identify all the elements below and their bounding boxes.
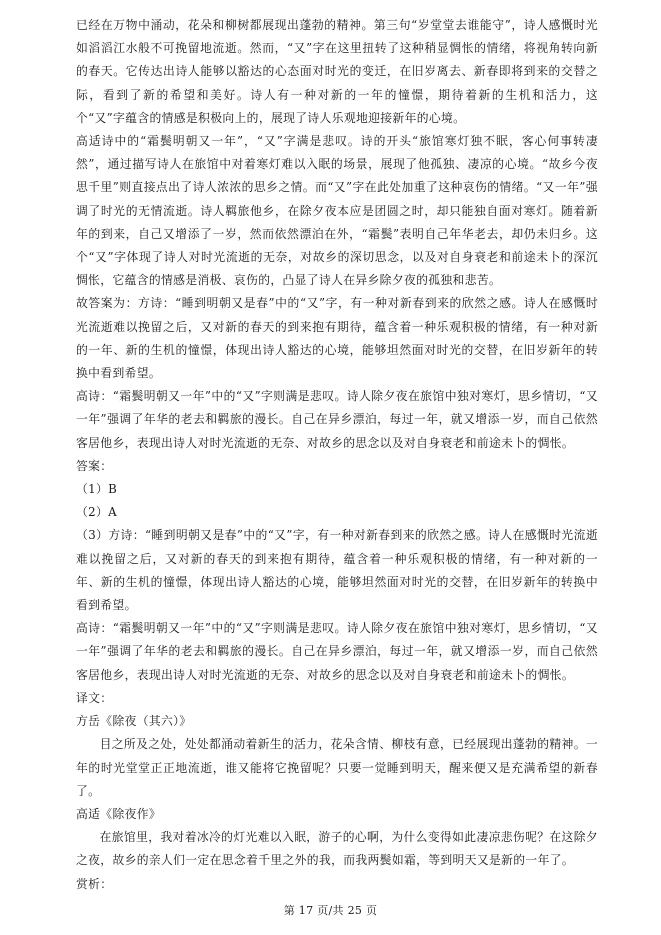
poem1-title: 方岳《除夜（其六）》 bbox=[76, 714, 192, 729]
poem2-title: 高适《除夜作》 bbox=[76, 806, 162, 821]
paragraph-answer-fang: 故答案为：方诗：“睡到明朝又是春”中的“又”字，有一种对新春到来的欣然之感。诗人在感慨时光流逝难以挽留之后，又对新的春天的到来抱有期待，蕴含着一种乐观积极的情绪，有一种对新的一年、新的生机的憧憬，体现出诗人豁达的心境，能够坦然面对时光的交替，在旧岁新年的转换中看到希望。 bbox=[76, 296, 598, 381]
paragraph-answer-gao: 高诗：“霜鬓明朝又一年”中的“又”字则满是悲叹。诗人除夕夜在旅馆中独对寒灯，思乡情切，“又一年”强调了年华的老去和羁旅的漫长。自己在异乡漂泊，每过一年，就又增添一岁，而自己依然客居他乡，表现出诗人对时光流逝的无奈、对故乡的思念以及对自身衰老和前途未卜的惆怅。 bbox=[76, 389, 598, 450]
answer-1: （1）B bbox=[76, 482, 118, 497]
answer-label: 答案： bbox=[76, 458, 113, 473]
paragraph-fang-analysis: 已经在万物中涌动，花朵和柳树都展现出蓬勃的精神。第三句“岁堂堂去谁能守”，诗人感慨时光如滔滔江水般不可挽留地流逝。然而，“又”字在这里扭转了这种稍显惆怅的情绪，将视角转向新的春天。它传达出诗人能够以豁达的心态面对时光的变迁，在旧岁离去、新春即将到来的交替之际，看到了新的希望和美好。诗人有一种对新的一年的憧憬，期待着新的生机和活力，这个“又”字蕴含的情感是积极向上的，展现了诗人乐观地迎接新年的心境。 bbox=[76, 18, 598, 125]
answer-3-gao: 高诗：“霜鬓明朝又一年”中的“又”字则满是悲叹。诗人除夕夜在旅馆中独对寒灯，思乡情切，“又一年”强调了年华的老去和羁旅的漫长。自己在异乡漂泊，每过一年，就又增添一岁，而自己依然客居他乡，表现出诗人对时光流逝的无奈、对故乡的思念以及对自身衰老和前途未卜的惆怅。 bbox=[76, 621, 598, 682]
page-number: 第 17 页/共 25 页 bbox=[283, 904, 378, 917]
document-body bbox=[76, 14, 598, 896]
poem2-translation: 在旅馆里，我对着冰冷的灯光难以入眠，游子的心啊，为什么变得如此凄凉悲伤呢？在这除夕之夜，故乡的亲人们一定在思念着千里之外的我，而我两鬓如霜，等到明天又是新的一年了。 bbox=[76, 830, 598, 868]
poem1-translation: 目之所及之处，处处都涌动着新生的活力，花朵含情、柳枝有意，已经展现出蓬勃的精神。一年的时光堂堂正正地流逝，谁又能将它挽留呢？只要一觉睡到明天，醒来便又是充满希望的新春了。 bbox=[76, 737, 598, 798]
answer-2: （2）A bbox=[76, 505, 118, 520]
translation-label: 译文： bbox=[76, 690, 113, 705]
appreciation-label: 赏析： bbox=[76, 876, 113, 891]
answer-3: （3）方诗：“睡到明朝又是春”中的“又”字，有一种对新春到来的欣然之感。诗人在感慨时光流逝难以挽留之后，又对新的春天的到来抱有期待，蕴含着一种乐观积极的情绪，有一种对新的一年、新的生机的憧憬，体现出诗人豁达的心境，能够坦然面对时光的交替，在旧岁新年的转换中看到希望。 bbox=[76, 528, 598, 613]
paragraph-gao-analysis: 高适诗中的“霜鬓明朝又一年”，“又”字满是悲叹。诗的开头“旅馆寒灯独不眠，客心何事转凄然”，通过描写诗人在旅馆中对着寒灯难以入眠的场景，展现了他孤独、凄凉的心境。“故乡今夜思千里”则直接点出了诗人浓浓的思乡之情。而“又”字在此处加重了这种哀伤的情绪。“又一年”强调了时光的无情流逝。诗人羁旅他乡，在除夕夜本应是团圆之时，却只能独自面对寒灯。随着新年的到来，自己又增添了一岁，然而依然漂泊在外，“霜鬓”表明自己年华老去，却仍未归乡。这个“又”字体现了诗人对时光流逝的无奈，对故乡的深切思念，以及对自身衰老和前途未卜的深沉惆怅，它蕴含的情感是消极、哀伤的，凸显了诗人在异乡除夕夜的孤独和悲苦。 bbox=[76, 134, 598, 288]
